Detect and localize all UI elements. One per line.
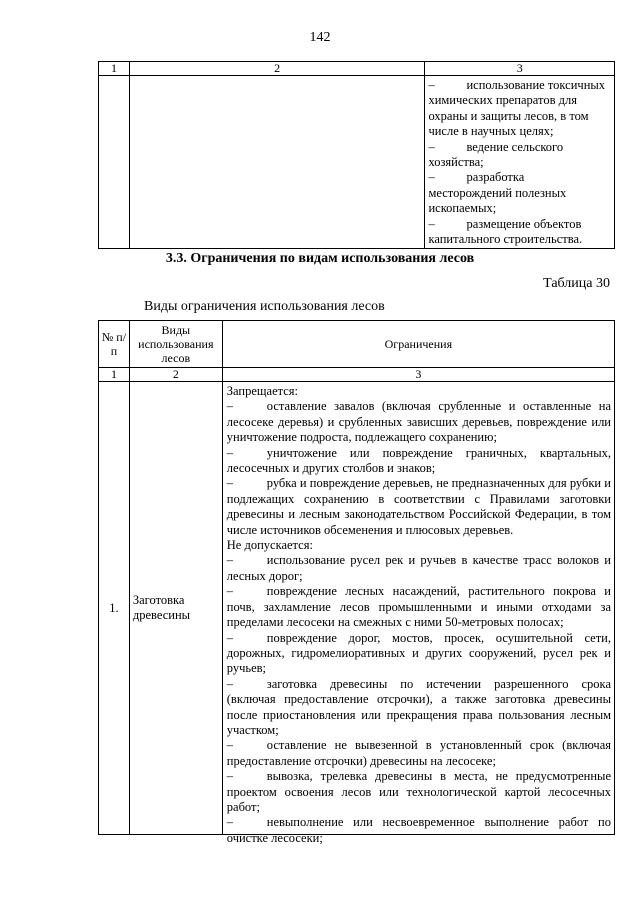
column-numbers-row: [99, 368, 615, 382]
list-item: [227, 677, 611, 739]
column-number: 3: [222, 368, 614, 382]
continuation-table: [98, 61, 615, 249]
dash-marker: –: [226, 445, 234, 460]
list-item-text: рубка и повреждение деревьев, не предназначенных для рубки и подлежащих сохранению в соответствии с Правилами заготовки древесины и лесным законодательством Российской Федерации, в том числе источников обсеменения и плюсовых деревьев.: [226, 476, 611, 537]
section-title: 3.3. Ограничения по видам использования лесов: [165, 251, 475, 266]
restrictions-table: [98, 320, 615, 845]
column-number: 2: [129, 368, 222, 382]
list-item: [227, 584, 611, 630]
list-item: [227, 631, 611, 677]
list-item-text: оставление завалов (включая срубленные и оставленные на лесосеке деревья) и срубленных зависших деревьев, повреждение или уничтожение подроста, подлежащего сохранению;: [226, 399, 611, 445]
column-header: 2: [129, 62, 425, 76]
header-kind: Виды использования лесов: [129, 321, 222, 368]
list-item: [428, 170, 610, 216]
dash-marker: –: [226, 584, 234, 599]
dash-marker: –: [428, 78, 435, 92]
list-item-text: размещение объектов капитального строительства.: [428, 216, 583, 247]
dash-marker: –: [226, 676, 234, 691]
not-allowed-label: Не допускается:: [226, 538, 313, 553]
dash-marker: –: [428, 139, 435, 154]
list-item: [227, 399, 611, 445]
table-number: Таблица 30: [543, 276, 610, 291]
empty-cell: [129, 76, 425, 249]
forbidden-label: Запрещается:: [226, 384, 299, 398]
restrictions-table-header: [99, 321, 615, 368]
list-item: [227, 738, 611, 769]
list-item: [428, 217, 610, 248]
dash-marker: –: [226, 769, 234, 784]
dash-marker: –: [226, 476, 234, 491]
dash-marker: –: [226, 630, 234, 645]
continuation-table-header: [99, 62, 615, 76]
list-item-text: использование русел рек и ручьев в качестве трасс волоков и лесных дорог;: [226, 553, 611, 583]
dash-marker: –: [428, 216, 435, 231]
list-item: [428, 78, 610, 140]
dash-marker: –: [226, 399, 234, 414]
table-caption: Виды ограничения использования лесов: [144, 299, 385, 314]
restrictions-cell: [425, 76, 615, 249]
continuation-table-row: [99, 76, 615, 249]
list-item: [227, 815, 611, 846]
dash-marker: –: [226, 815, 234, 830]
column-header: 1: [99, 62, 130, 76]
list-item: [227, 446, 611, 477]
dash-marker: –: [428, 170, 435, 185]
list-item-text: уничтожение или повреждение граничных, квартальных, лесосечных и других столбов и знаков;: [226, 445, 611, 476]
dash-marker: –: [226, 738, 234, 753]
list-item-text: ведение сельского хозяйства;: [428, 139, 564, 170]
row-kind: Заготовка древесины: [129, 382, 222, 835]
table-row: [99, 382, 615, 835]
list-item: [227, 769, 611, 815]
list-item: [227, 553, 611, 584]
header-restrictions: Ограничения: [222, 321, 614, 368]
dash-marker: –: [226, 553, 234, 568]
column-number: 1: [99, 368, 130, 382]
page-number: 142: [309, 30, 331, 45]
list-item-text: вывозка, трелевка древесины в места, не предусмотренные проектом освоения лесов или технологической картой лесосечных работ;: [226, 769, 611, 814]
header-number: № п/п: [99, 321, 130, 368]
empty-cell: [99, 76, 130, 249]
list-item-text: оставление не вывезенной в установленный срок (включая предоставление отсрочки) древесины на лесосеке;: [226, 738, 611, 768]
list-item-text: невыполнение или несвоевременное выполнение работ по очистке лесосеки;: [226, 815, 611, 845]
row-number: 1.: [99, 382, 130, 835]
list-item-text: использование токсичных химических препаратов для охраны и защиты лесов, в том числе в научных целях;: [428, 78, 606, 139]
list-item: [428, 140, 610, 171]
list-item-text: заготовка древесины по истечении разрешенного срока (включая предоставление отсрочки), а также заготовка древесины после приостановления или прекращения права пользования лесным участком;: [226, 676, 611, 737]
list-item-text: разработка месторождений полезных ископаемых;: [428, 170, 567, 216]
list-item-text: повреждение лесных насаждений, растительного покрова и почв, захламление лесов промышленными и иными отходами за пределами лесосеки на смежных с ними 50-метровых полосах;: [226, 584, 611, 630]
list-item: [227, 476, 611, 538]
restrictions-cell: [222, 382, 614, 845]
column-header: 3: [425, 62, 615, 76]
list-item-text: повреждение дорог, мостов, просек, осушительной сети, дорожных, гидромелиоративных и других сооружений, русел рек и ручьев;: [226, 630, 611, 676]
